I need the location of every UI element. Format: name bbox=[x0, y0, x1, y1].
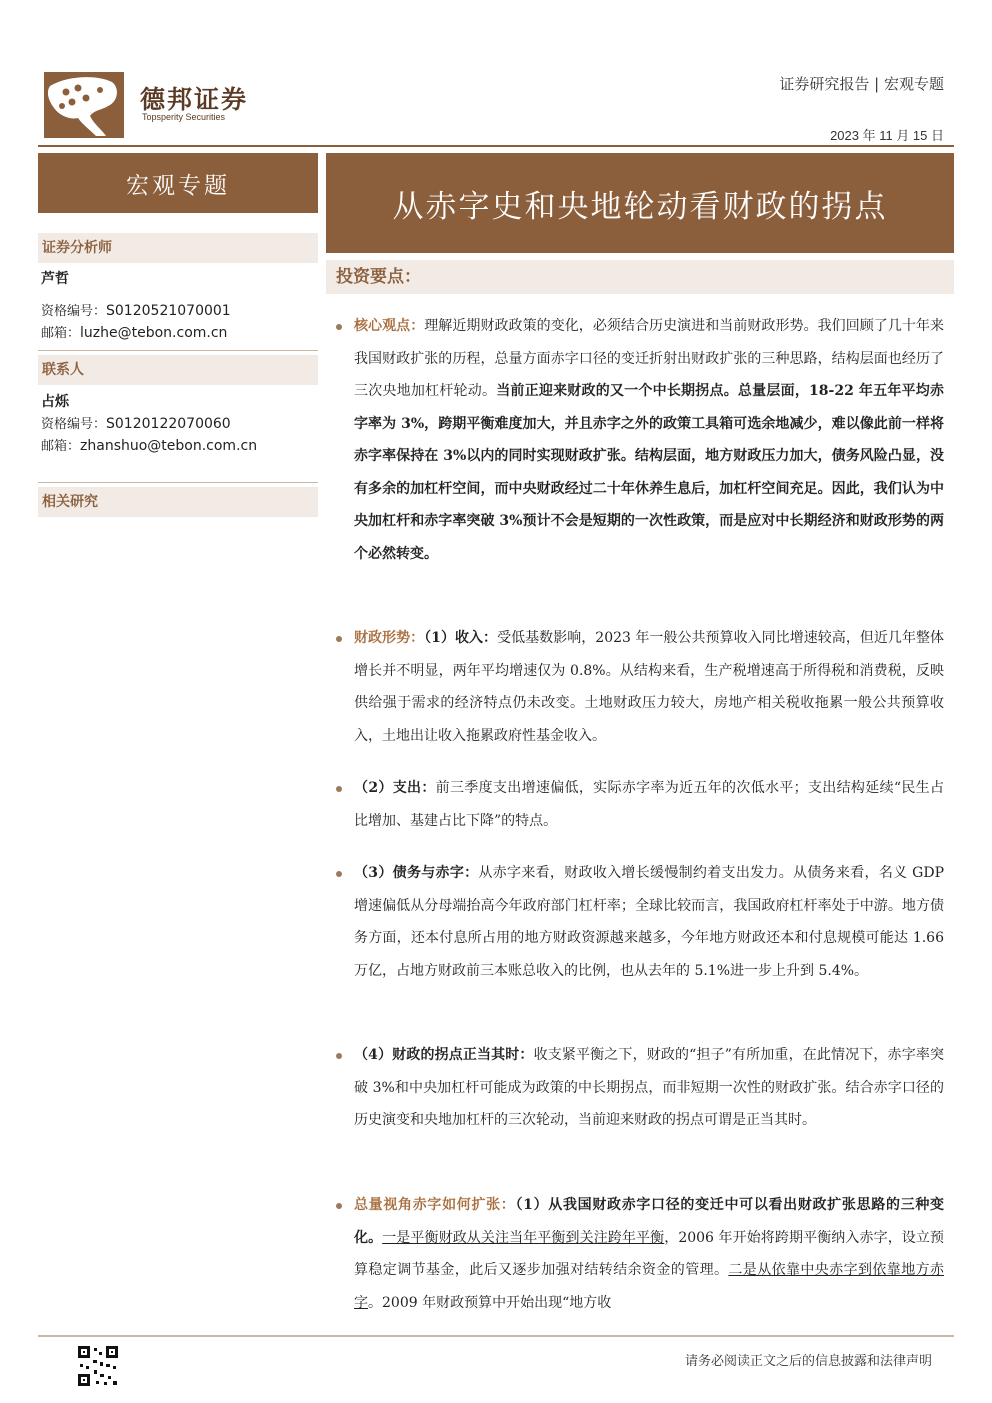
contact-license bbox=[41, 413, 231, 432]
contact-email bbox=[41, 435, 257, 454]
brand-name: 德邦证券 bbox=[140, 85, 249, 114]
contact-license-label: 资格编号： bbox=[41, 417, 107, 432]
deficit-expansion-point-2: 二是从依靠中央赤字到依靠地方赤字 bbox=[354, 1262, 945, 1311]
report-type: 证券研究报告 | 宏观专题 bbox=[779, 75, 944, 93]
contact-email-link[interactable]: zhanshuo@tebon.com.cn bbox=[80, 438, 258, 454]
core-view-label: 核心观点： bbox=[354, 318, 425, 334]
bullet-dot bbox=[336, 636, 342, 642]
expenditure-text: 前三季度支出增速偏低，实际赤字率为近五年的次低水平；支出结构延续“民生占比增加、基建占比下降”的特点。 bbox=[354, 780, 945, 829]
category-banner: 宏观专题 bbox=[38, 153, 318, 213]
deficit-expansion-text-1: ，2006 年开始将跨期平衡纳入赤字，设立预算稳定调节基金，此后又逐步加强对结转结余资金的管理。 bbox=[354, 1229, 945, 1278]
qr-code-icon bbox=[76, 1344, 120, 1388]
brand-name-en: Topsperity Securities bbox=[142, 112, 226, 122]
analyst-email-label: 邮箱： bbox=[41, 326, 81, 341]
analyst-name: 芦哲 bbox=[41, 271, 69, 287]
analyst-license-value: S0120521070001 bbox=[106, 303, 231, 319]
core-view-paragraph bbox=[354, 310, 944, 570]
turning-point-paragraph bbox=[354, 1039, 944, 1137]
turning-point-label: （4）财政的拐点正当其时： bbox=[354, 1047, 534, 1063]
disclaimer-note: 请务必阅读正文之后的信息披露和法律声明 bbox=[684, 1354, 932, 1369]
deficit-expansion-bold: （1）从我国财政赤字口径的变迁中可以看出财政扩张思路的三种变化。 bbox=[354, 1197, 944, 1246]
bullet-dot bbox=[336, 1053, 342, 1059]
debt-deficit-label: （3）债务与赤字： bbox=[354, 865, 479, 881]
deficit-expansion-text-2: 。2009 年财政预算中开始出现“地方收 bbox=[368, 1294, 612, 1311]
deficit-expansion-label: 总量视角赤字如何扩张： bbox=[354, 1197, 516, 1213]
bullet-dot bbox=[336, 324, 342, 330]
contact-email-label: 邮箱： bbox=[41, 439, 81, 454]
leopard-logo-icon bbox=[44, 72, 124, 138]
fiscal-situation-label: 财政形势： bbox=[354, 630, 425, 646]
investment-highlights-heading: 投资要点： bbox=[326, 260, 954, 294]
fiscal-revenue-paragraph bbox=[354, 622, 944, 752]
contact-name: 占烁 bbox=[41, 394, 69, 410]
bullet-dot bbox=[336, 1203, 342, 1209]
contact-license-value: S0120122070060 bbox=[106, 416, 231, 432]
bullet-dot bbox=[336, 786, 342, 792]
footer-divider bbox=[38, 1335, 954, 1337]
analyst-email-link[interactable]: luzhe@tebon.com.cn bbox=[80, 325, 228, 341]
turning-point-text: 收支紧平衡之下，财政的“担子”有所加重，在此情况下，赤字率突破 3%和中央加杠杆可能成为政策的中长期拐点，而非短期一次性的财政扩张。结合赤字口径的历史演变和央地加杠杆的三次轮动，当前迎来财政的拐点可谓是正当其时。 bbox=[354, 1047, 944, 1128]
report-title: 从赤字史和央地轮动看财政的拐点 bbox=[326, 153, 954, 253]
expenditure-label: （2）支出： bbox=[354, 780, 436, 796]
deficit-expansion-point-1: 一是平衡财政从关注当年平衡到关注跨年平衡 bbox=[382, 1229, 665, 1246]
debt-deficit-text: 从赤字来看，财政收入增长缓慢制约着支出发力。从债务来看，名义 GDP 增速偏低从分母端抬高今年政府部门杠杆率；全球比较而言，我国政府杠杆率处于中游。地方债务方面，还本付息所占用的地方财政资源越来越多，今年地方财政还本和付息规模可能达 1.66 万亿，占地方财政前三本账总收入的比例，也从去年的 5.1%进一步上升到 5.4%。 bbox=[354, 865, 944, 979]
sidebar-divider bbox=[38, 482, 318, 483]
report-date: 2023 年 11 月 15 日 bbox=[830, 128, 944, 143]
deficit-expansion-paragraph bbox=[354, 1189, 944, 1319]
analyst-license bbox=[41, 300, 231, 319]
debt-deficit-paragraph bbox=[354, 857, 944, 987]
bullet-dot bbox=[336, 871, 342, 877]
contact-section-heading: 联系人 bbox=[38, 355, 318, 385]
analyst-license-label: 资格编号： bbox=[41, 304, 107, 319]
header-divider bbox=[38, 145, 954, 147]
fiscal-expenditure-paragraph bbox=[354, 772, 944, 837]
revenue-text: 受低基数影响，2023 年一般公共预算收入同比增速较高，但近几年整体增长并不明显，两年平均增速仅为 0.8%。从结构来看，生产税增速高于所得税和消费税，反映供给强于需求的经济特点仍未改变。土地财政压力较大，房地产相关税收拖累一般公共预算收入，土地出让收入拖累政府性基金收入。 bbox=[354, 630, 945, 744]
core-view-text: 理解近期财政政策的变化，必须结合历史演进和当前财政形势。我们回顾了几十年来我国财政扩张的历程，总量方面赤字口径的变迁折射出财政扩张的三种思路，结构层面也经历了三次央地加杠杆轮动。 bbox=[354, 318, 945, 399]
related-research-heading: 相关研究 bbox=[38, 487, 318, 517]
core-view-bold: 当前正迎来财政的又一个中长期拐点。总量层面，18-22 年五年平均赤字率为 3%，跨期平衡难度加大，并且赤字之外的政策工具箱可选余地减少，难以像此前一样将赤字率保持在 3%以内的同时实现财政扩张。结构层面，地方财政压力加大，债务风险凸显，没有多余的加杠杆空间，而中央财政经过二十年休养生息后，加杠杆空间充足。因此，我们认为中央加杠杆和赤字率突破 3%预计不会是短期的一次性政策，而是应对中长期经济和财政形势的两个必然转变。 bbox=[354, 383, 944, 562]
analyst-email bbox=[41, 322, 227, 341]
sidebar-divider bbox=[38, 350, 318, 351]
revenue-label: （1）收入： bbox=[424, 630, 498, 646]
analyst-section-heading: 证券分析师 bbox=[38, 233, 318, 263]
